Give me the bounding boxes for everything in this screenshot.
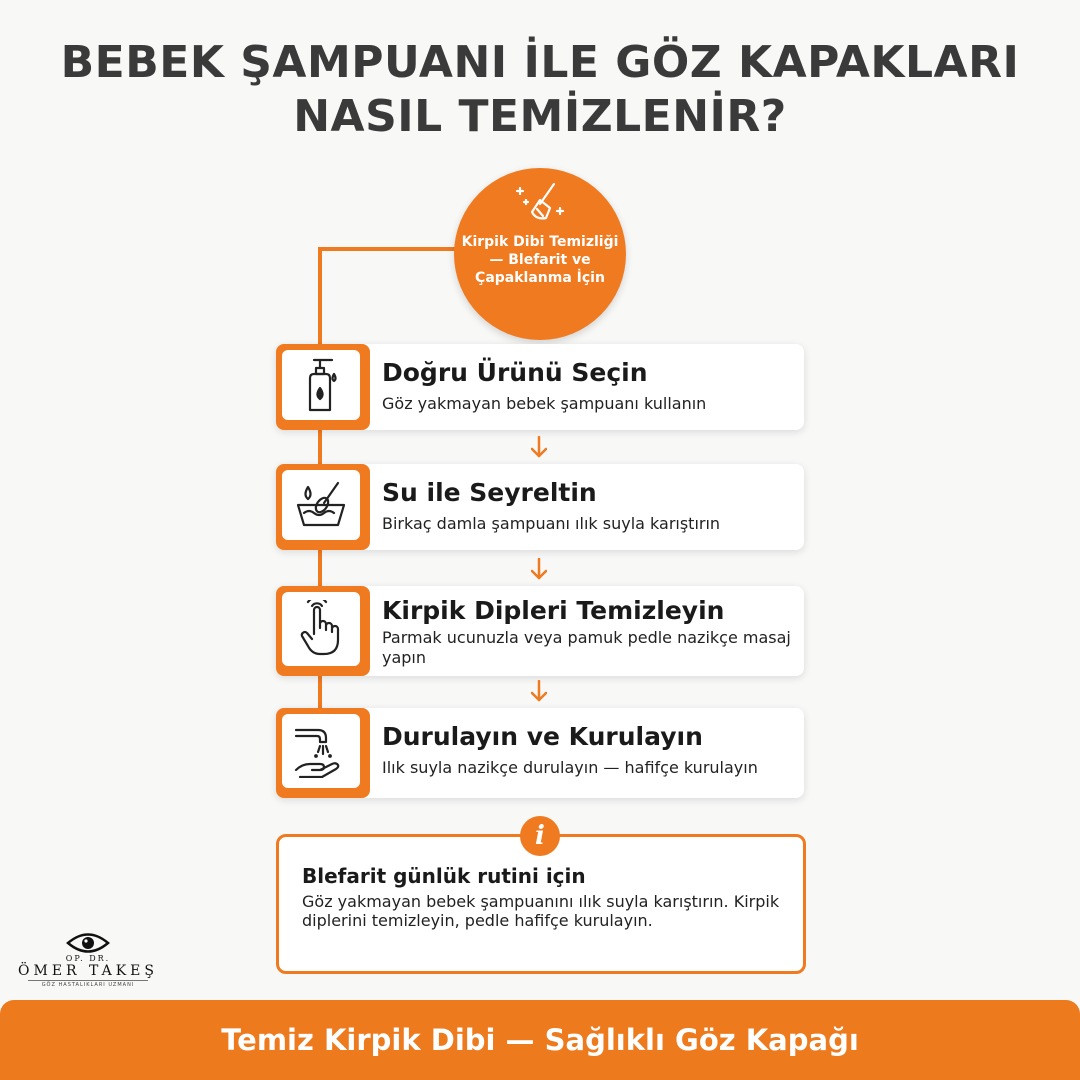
topic-badge-line-3: Çapaklanma İçin xyxy=(475,270,605,286)
page-title-line-1: BEBEK ŞAMPUANI İLE GÖZ KAPAKLARI xyxy=(60,37,1020,88)
eye-icon xyxy=(66,932,110,954)
step-description: Birkaç damla şampuanı ılık suyla karıştırın xyxy=(382,514,721,533)
mixing-bowl-icon xyxy=(292,479,350,531)
step-icon-frame xyxy=(276,344,370,430)
topic-badge xyxy=(454,168,626,340)
arrow-down-icon xyxy=(531,558,547,580)
step-icon-frame xyxy=(276,708,370,798)
step-card-1 xyxy=(276,344,804,430)
step-description: Göz yakmayan bebek şampuanı kullanın xyxy=(382,394,707,413)
step-card-2 xyxy=(276,464,804,550)
step-card-3 xyxy=(276,586,804,676)
finger-touch-icon xyxy=(296,600,346,658)
arrow-down-icon xyxy=(531,680,547,702)
page-title-line-2: NASIL TEMİZLENİR? xyxy=(293,91,787,142)
pump-bottle-icon xyxy=(296,356,346,414)
step-description: Parmak ucunuzla veya pamuk pedle nazikçe masaj yapın xyxy=(382,628,791,667)
step-icon-frame xyxy=(276,464,370,550)
step-card-4 xyxy=(276,708,804,798)
step-title: Doğru Ürünü Seçin xyxy=(382,358,648,387)
info-icon: i xyxy=(520,816,560,856)
step-description: Ilık suyla nazikçe durulayın — hafifçe kurulayın xyxy=(382,758,758,777)
topic-badge-line-1: Kirpik Dibi Temizliği xyxy=(461,234,619,250)
logo-prefix: OP. DR. xyxy=(65,954,111,963)
topic-badge-text xyxy=(454,233,626,287)
footer-banner: Temiz Kirpik Dibi — Sağlıklı Göz Kapağı xyxy=(0,1000,1080,1080)
arrow-down-icon xyxy=(531,436,547,458)
step-title: Su ile Seyreltin xyxy=(382,478,597,507)
connector-horizontal xyxy=(318,247,458,251)
info-body: Göz yakmayan bebek şampuanını ılık suyla karıştırın. Kirpik diplerini temizleyin, pedle hafifçe kurulayın. xyxy=(302,892,780,930)
topic-badge-line-2: — Blefarit ve xyxy=(489,252,591,268)
doctor-logo xyxy=(18,930,158,996)
step-icon-frame xyxy=(276,586,370,676)
page-title xyxy=(0,36,1080,144)
logo-subtitle: GÖZ HASTALIKLARI UZMANI xyxy=(28,980,148,988)
broom-sparkle-icon xyxy=(510,178,570,228)
step-title: Durulayın ve Kurulayın xyxy=(382,722,703,751)
logo-name: ÖMER TAKEŞ xyxy=(18,963,158,979)
info-title: Blefarit günlük rutini için xyxy=(302,864,586,888)
step-title: Kirpik Dipleri Temizleyin xyxy=(382,596,725,625)
faucet-hand-icon xyxy=(292,724,350,778)
